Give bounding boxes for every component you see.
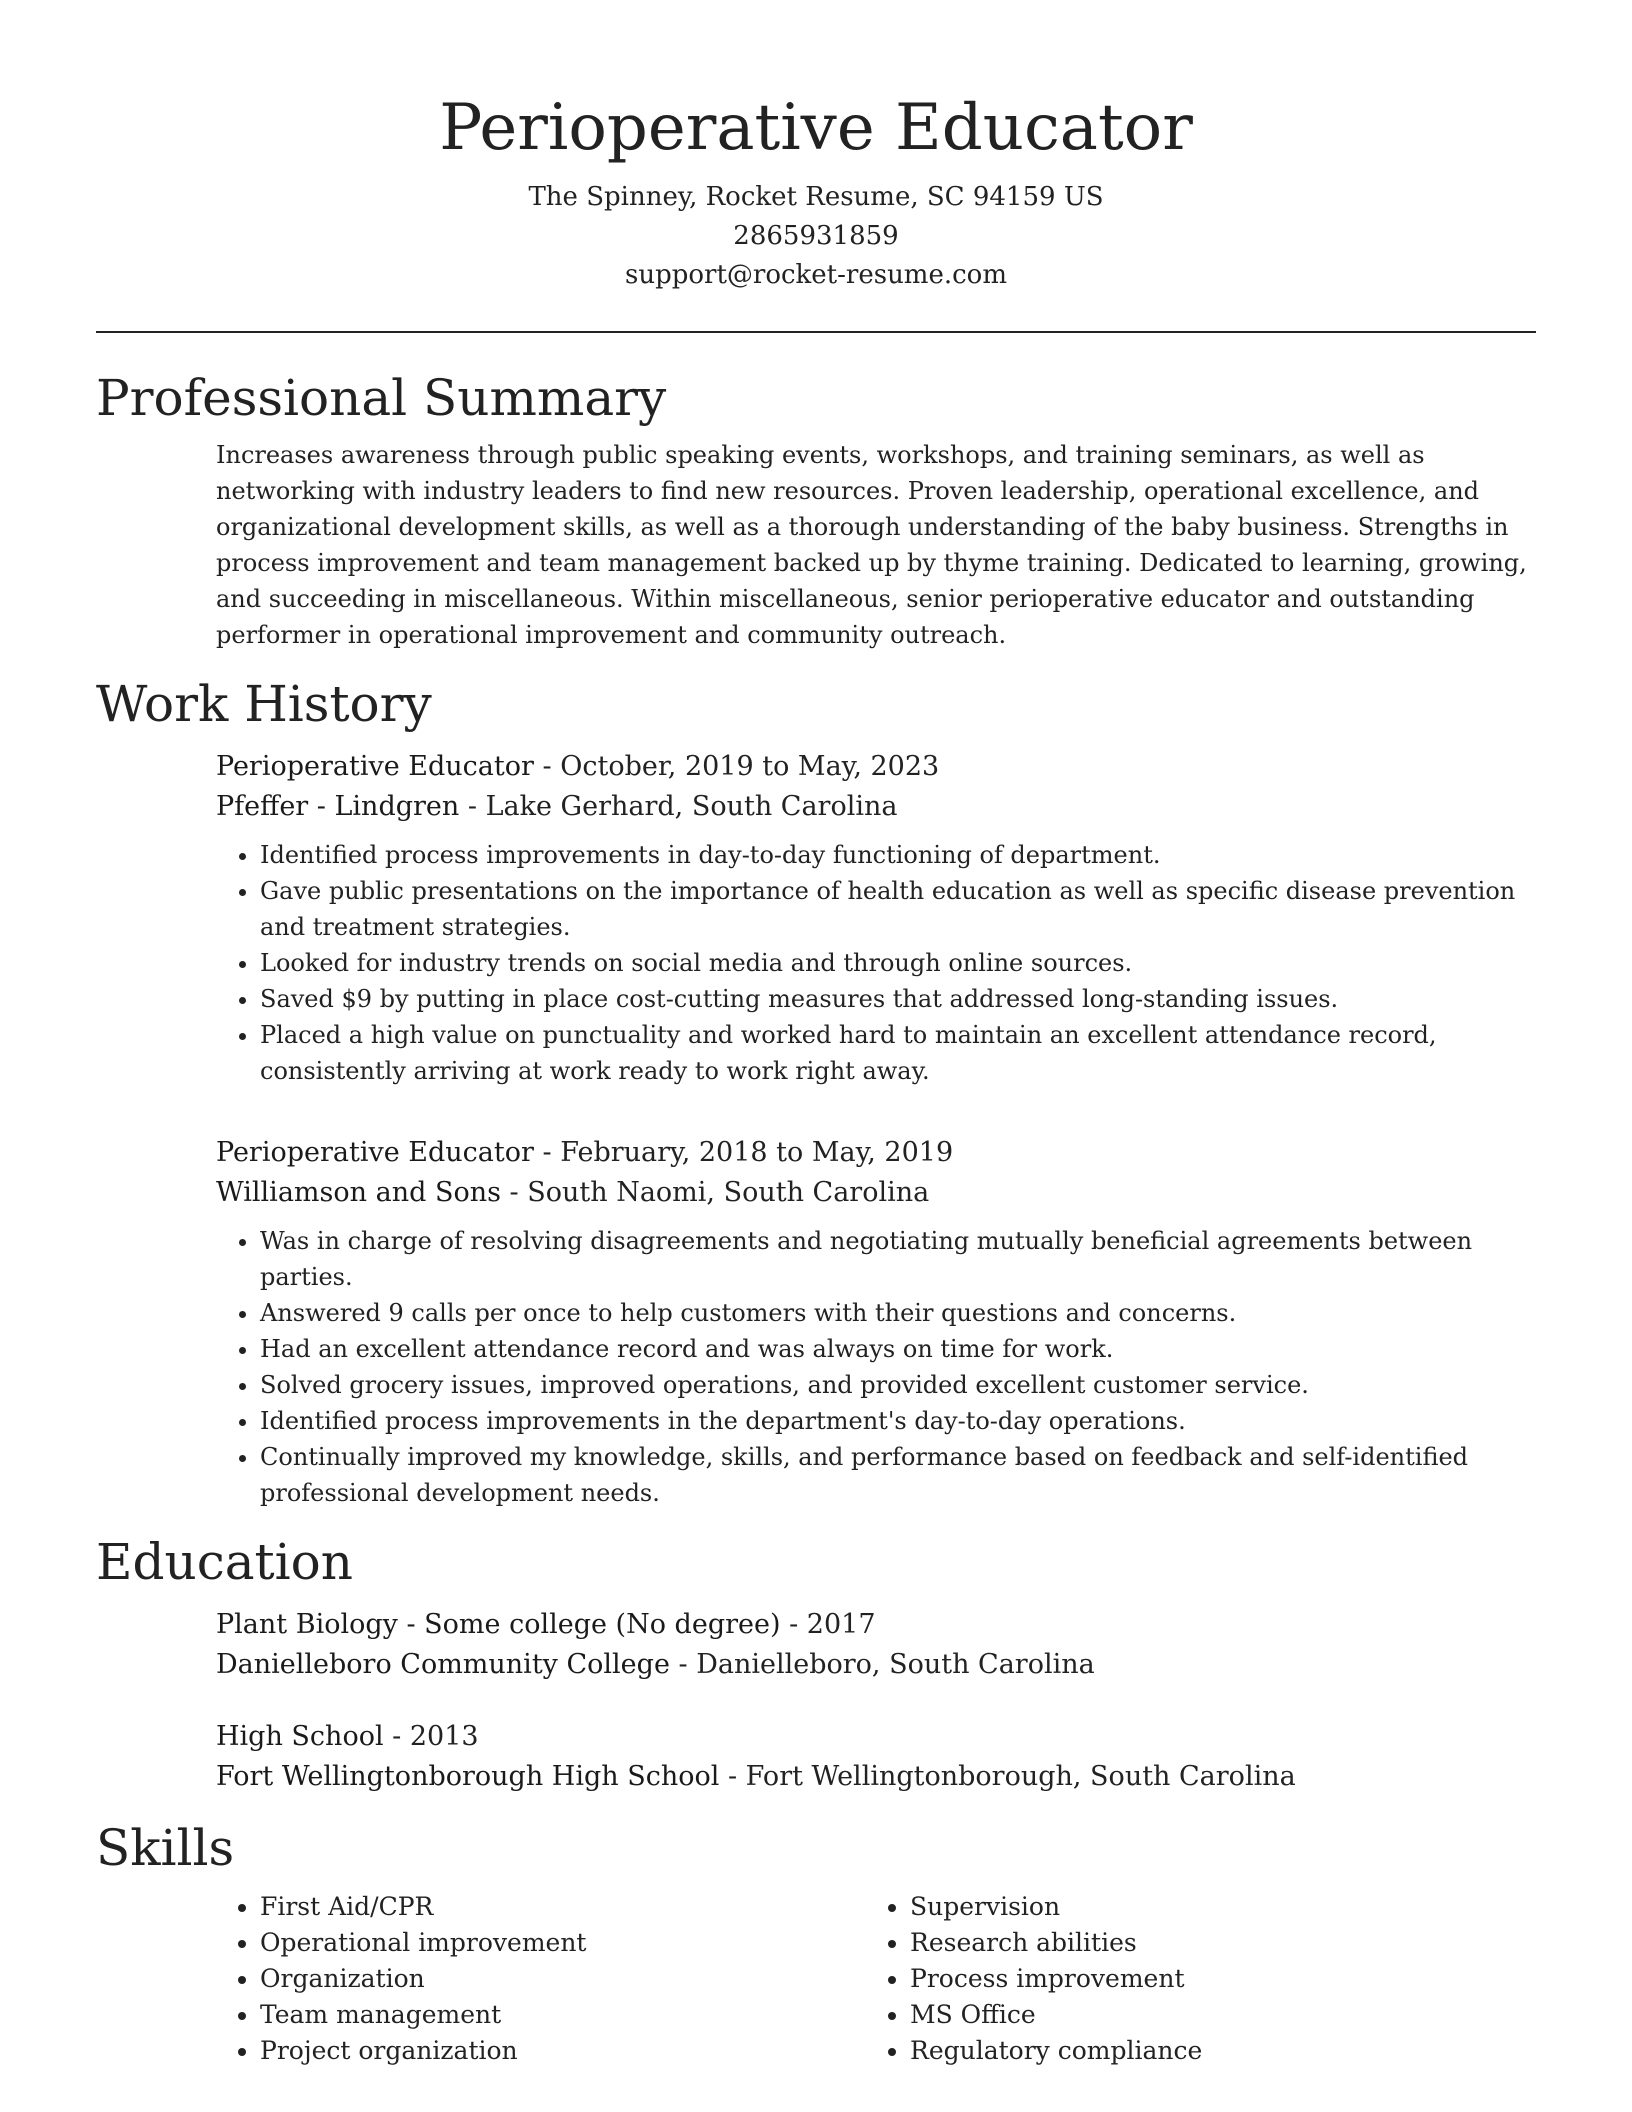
education-school-line (216, 1645, 1536, 1685)
list-item: • Looked for industry trends on social media and through online sources. (260, 945, 1536, 981)
summary-body (216, 437, 1536, 653)
skills-list-left (216, 1889, 866, 2069)
skill-item: • Supervision (910, 1889, 1516, 1925)
job-bullets (216, 837, 1536, 1089)
skill-item: • Operational improvement (260, 1925, 866, 1961)
skill-item: • Organization (260, 1961, 866, 1997)
contact-block (96, 178, 1536, 295)
skills-list-right (866, 1889, 1516, 2069)
skill-item: • MS Office (910, 1997, 1516, 2033)
education-degree-line (216, 1717, 1536, 1757)
education-entry (216, 1605, 1536, 1685)
list-item: • Had an excellent attendance record and was always on time for work. (260, 1331, 1536, 1367)
job-position: Perioperative Educator (216, 1137, 534, 1168)
education-year: - 2017 (780, 1609, 876, 1640)
job-title-line (216, 747, 1536, 787)
list-item: • Answered 9 calls per once to help customers with their questions and concerns. (260, 1295, 1536, 1331)
list-item: • Was in charge of resolving disagreements and negotiating mutually beneficial agreements between parties. (260, 1223, 1536, 1295)
education-school-line (216, 1757, 1536, 1797)
skill-item: • Regulatory compliance (910, 2033, 1516, 2069)
education-field: Plant Biology - Some college (No degree) (216, 1609, 781, 1640)
contact-phone: 2865931859 (733, 221, 899, 251)
skill-item: • First Aid/CPR (260, 1889, 866, 1925)
education-school: Danielleboro Community College (216, 1649, 670, 1680)
job-location: - Lake Gerhard, South Carolina (459, 791, 898, 822)
job-position: Perioperative Educator (216, 751, 534, 782)
contact-email: support@rocket-resume.com (624, 260, 1007, 290)
skill-item: • Team management (260, 1997, 866, 2033)
skills-body (216, 1889, 1536, 2069)
resume-page (96, 0, 1536, 2069)
skill-item: • Research abilities (910, 1925, 1516, 1961)
header-divider (96, 331, 1536, 333)
skill-item: • Process improvement (910, 1961, 1516, 1997)
education-field: High School (216, 1721, 384, 1752)
resume-header (96, 0, 1536, 295)
list-item: • Saved $9 by putting in place cost-cutting measures that addressed long-standing issues. (260, 981, 1536, 1017)
summary-section (96, 367, 1536, 653)
education-year: - 2013 (383, 1721, 479, 1752)
job-location: - South Naomi, South Carolina (500, 1177, 930, 1208)
education-entry (216, 1717, 1536, 1797)
job-company-line (216, 787, 1536, 827)
job-entry (216, 747, 1536, 1089)
education-location: - Danielleboro, South Carolina (669, 1649, 1095, 1680)
list-item: • Solved grocery issues, improved operations, and provided excellent customer service. (260, 1367, 1536, 1403)
list-item: • Placed a high value on punctuality and worked hard to maintain an excellent attendance record, consistently arriving at work ready to work right away. (260, 1017, 1536, 1089)
summary-text: Increases awareness through public speaking events, workshops, and training seminars, as well as networking with industry leaders to find new resources. Proven leadership, operational excellence, and organizational development skills, as well as a thorough understanding of the baby business. Strengths in process improvement and team management backed up by thyme training. Dedicated to learning, growing, and succeeding in miscellaneous. Within miscellaneous, senior perioperative educator and outstanding performer in operational improvement and community outreach. (216, 441, 1527, 649)
education-school: Fort Wellingtonborough High School (216, 1761, 720, 1792)
list-item: • Identified process improvements in the department's day-to-day operations. (260, 1403, 1536, 1439)
skills-section (96, 1817, 1536, 2069)
skills-column-right (866, 1889, 1516, 2069)
job-dates: - February, 2018 to May, 2019 (533, 1137, 954, 1168)
job-company: Pfeffer - Lindgren (216, 791, 460, 822)
list-item: • Identified process improvements in day-to-day functioning of department. (260, 837, 1536, 873)
education-location: - Fort Wellingtonborough, South Carolina (719, 1761, 1296, 1792)
job-company-line (216, 1173, 1536, 1213)
job-company: Williamson and Sons (216, 1177, 501, 1208)
job-title-line (216, 1133, 1536, 1173)
work-section (96, 673, 1536, 1511)
education-body (216, 1605, 1536, 1797)
education-section (96, 1531, 1536, 1797)
skill-item: • Project organization (260, 2033, 866, 2069)
job-bullets (216, 1223, 1536, 1511)
job-dates: - October, 2019 to May, 2023 (533, 751, 940, 782)
skills-column-left (216, 1889, 866, 2069)
education-degree-line (216, 1605, 1536, 1645)
list-item: • Continually improved my knowledge, skills, and performance based on feedback and self-identified professional development needs. (260, 1439, 1536, 1511)
section-title-education: Education (96, 1533, 353, 1591)
job-entry (216, 1133, 1536, 1511)
work-body (216, 747, 1536, 1511)
page-title: Perioperative Educator (439, 91, 1193, 165)
section-title-summary: Professional Summary (96, 369, 667, 427)
contact-address: The Spinney, Rocket Resume, SC 94159 US (528, 182, 1104, 212)
section-title-skills: Skills (96, 1819, 235, 1877)
section-title-work: Work History (96, 675, 432, 733)
list-item: • Gave public presentations on the importance of health education as well as specific disease prevention and treatment strategies. (260, 873, 1536, 945)
